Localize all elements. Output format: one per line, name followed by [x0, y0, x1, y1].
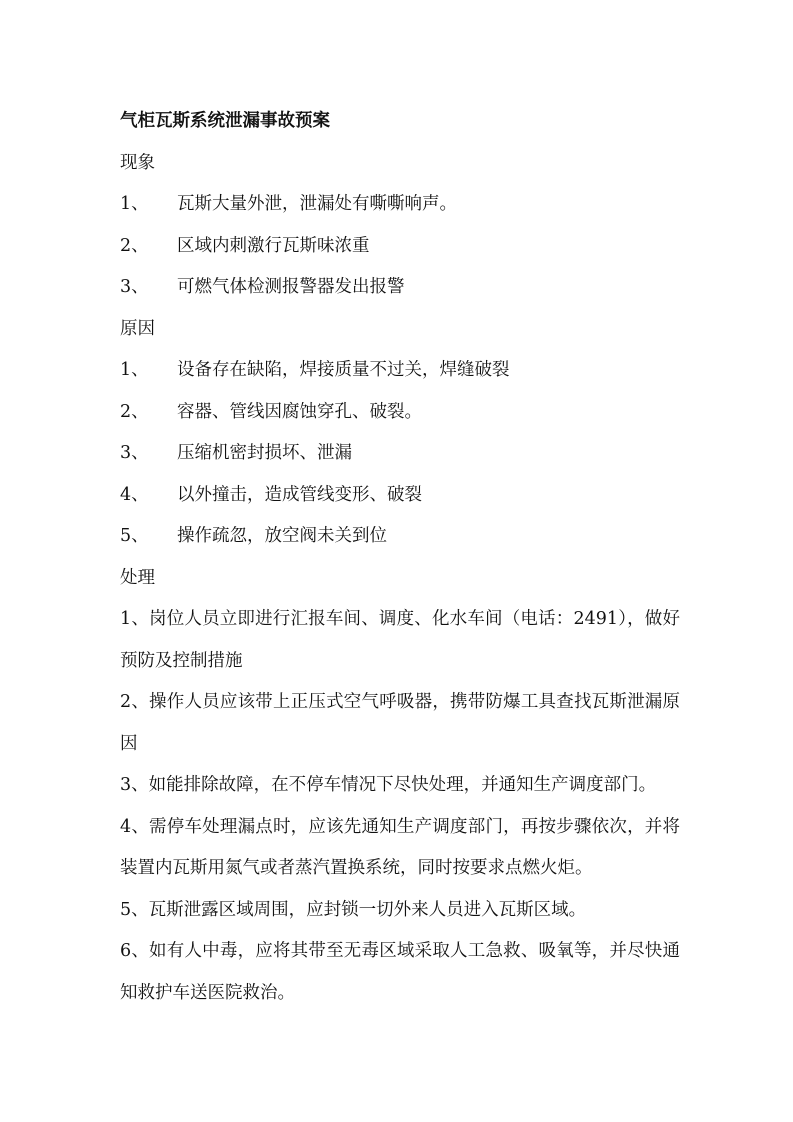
list-item: [120, 475, 680, 517]
item-text: 瓦斯大量外泄，泄漏处有嘶嘶响声。: [177, 194, 457, 214]
handling-paragraph: 1、岗位人员立即进行汇报车间、调度、化水车间（电话：2491），做好预防及控制措施: [120, 609, 680, 671]
handling-paragraph: 2、操作人员应该带上正压式空气呼吸器，携带防爆工具查找瓦斯泄漏原因: [120, 692, 680, 754]
handling-paragraph: 6、如有人中毒，应将其带至无毒区域采取人工急救、吸氧等，并尽快通知救护车送医院救治。: [120, 941, 680, 1003]
item-text: 容器、管线因腐蚀穿孔、破裂。: [177, 401, 422, 422]
list-item: [120, 267, 680, 309]
item-number: 5、: [120, 526, 149, 546]
list-item: [120, 516, 680, 558]
list-item: [120, 392, 680, 434]
item-number: 2、: [120, 401, 149, 422]
section-heading-phenomenon: 现象: [120, 152, 155, 173]
item-number: 2、: [120, 235, 149, 256]
item-text: 以外撞击，造成管线变形、破裂: [177, 484, 422, 505]
item-text: 设备存在缺陷，焊接质量不过关，焊缝破裂: [177, 360, 510, 380]
document-title: 气柜瓦斯系统泄漏事故预案: [120, 111, 330, 131]
item-text: 区域内刺激行瓦斯味浓重: [177, 235, 370, 256]
handling-paragraph: 4、需停车处理漏点时，应该先通知生产调度部门，再按步骤依次，并将装置内瓦斯用氮气或者蒸汽置换系统，同时按要求点燃火炬。: [120, 816, 680, 878]
item-text: 压缩机密封损坏、泄漏: [177, 443, 352, 463]
item-number: 1、: [120, 360, 149, 380]
item-text: 可燃气体检测报警器发出报警: [177, 277, 405, 297]
item-number: 3、: [120, 277, 149, 297]
document-body: [120, 101, 680, 1014]
list-item: [120, 350, 680, 392]
item-text: 操作疏忽，放空阀未关到位: [177, 526, 387, 546]
item-number: 4、: [120, 484, 149, 505]
list-item: [120, 433, 680, 475]
handling-paragraph: 5、瓦斯泄露区域周围，应封锁一切外来人员进入瓦斯区域。: [120, 899, 587, 920]
item-number: 1、: [120, 194, 149, 214]
item-number: 3、: [120, 443, 149, 463]
list-item: [120, 184, 680, 226]
section-heading-handling: 处理: [120, 567, 155, 588]
list-item: [120, 226, 680, 268]
section-heading-cause: 原因: [120, 318, 155, 339]
handling-paragraph: 3、如能排除故障，在不停车情况下尽快处理，并通知生产调度部门。: [120, 775, 657, 795]
